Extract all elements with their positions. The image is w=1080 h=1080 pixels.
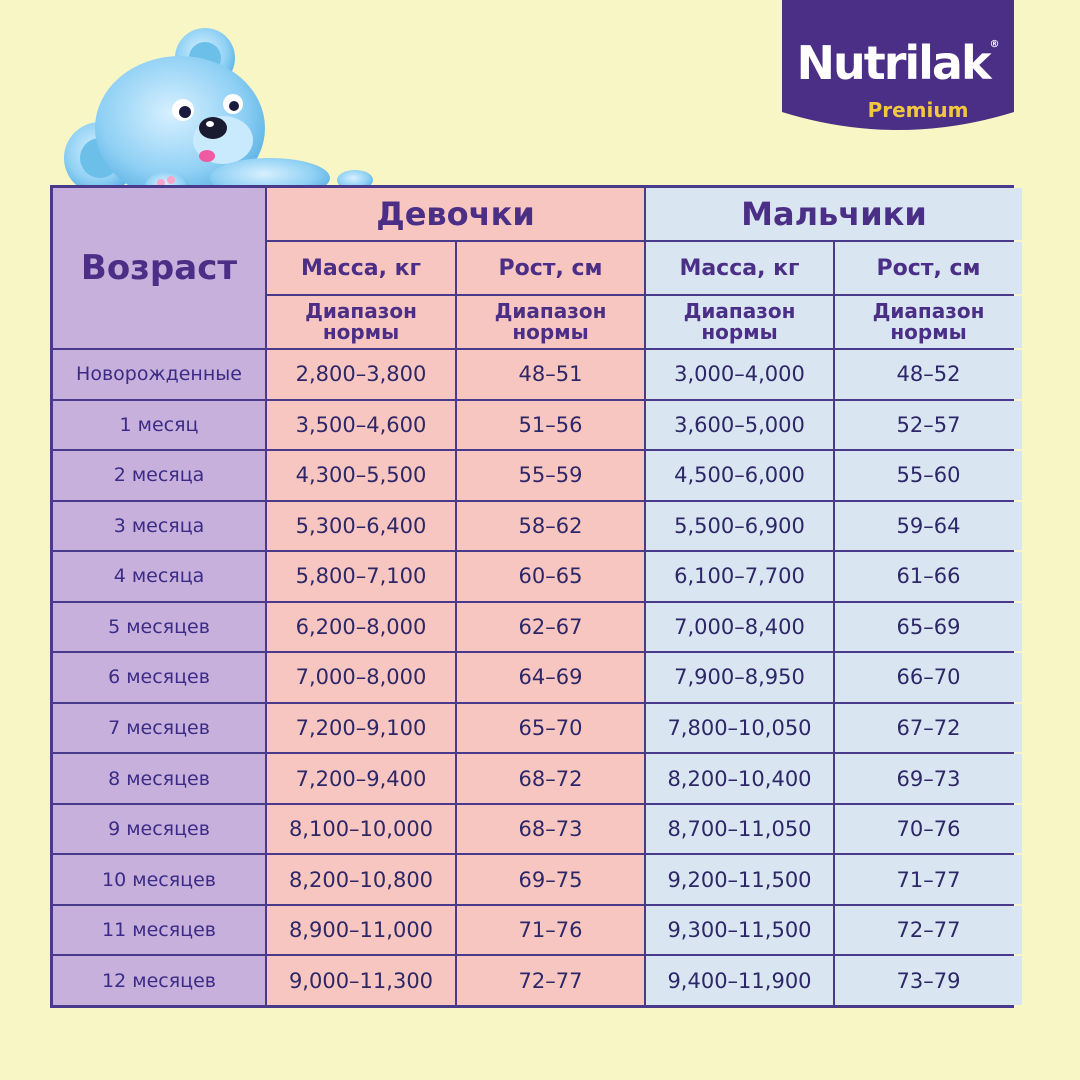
girls-mass-cell: 4,300–5,500 [267, 451, 455, 500]
boys-height-cell: 61–66 [835, 552, 1022, 601]
boys-height-range-label: Диапазон нормы [835, 296, 1022, 348]
boys-mass-cell: 3,600–5,000 [646, 401, 833, 450]
boys-mass-cell: 8,700–11,050 [646, 805, 833, 854]
girls-mass-cell: 7,000–8,000 [267, 653, 455, 702]
age-cell: 3 месяца [53, 502, 265, 551]
boys-height-cell: 65–69 [835, 603, 1022, 652]
girls-height-cell: 68–72 [457, 754, 644, 803]
boys-height-cell: 59–64 [835, 502, 1022, 551]
brand-logo [782, 0, 1014, 130]
girls-mass-cell: 7,200–9,400 [267, 754, 455, 803]
girls-height-header: Рост, см [457, 242, 644, 294]
girls-height-cell: 68–73 [457, 805, 644, 854]
girls-height-cell: 62–67 [457, 603, 644, 652]
boys-mass-cell: 7,800–10,050 [646, 704, 833, 753]
girls-mass-cell: 3,500–4,600 [267, 401, 455, 450]
logo-sub-text: Premium [867, 98, 969, 122]
boys-mass-cell: 9,400–11,900 [646, 956, 833, 1005]
girls-mass-cell: 7,200–9,100 [267, 704, 455, 753]
boys-mass-cell: 9,300–11,500 [646, 906, 833, 955]
girls-height-cell: 58–62 [457, 502, 644, 551]
girls-mass-cell: 5,300–6,400 [267, 502, 455, 551]
girls-height-cell: 71–76 [457, 906, 644, 955]
girls-height-cell: 60–65 [457, 552, 644, 601]
age-cell: 8 месяцев [53, 754, 265, 803]
girls-mass-range-label: Диапазон нормы [267, 296, 455, 348]
girls-mass-cell: 9,000–11,300 [267, 956, 455, 1005]
girls-mass-cell: 5,800–7,100 [267, 552, 455, 601]
girls-mass-header: Масса, кг [267, 242, 455, 294]
boys-mass-cell: 8,200–10,400 [646, 754, 833, 803]
girls-header: Девочки [267, 188, 644, 240]
girls-mass-cell: 8,200–10,800 [267, 855, 455, 904]
age-cell: Новорожденные [53, 350, 265, 399]
boys-height-cell: 67–72 [835, 704, 1022, 753]
boys-mass-cell: 7,000–8,400 [646, 603, 833, 652]
boys-height-cell: 55–60 [835, 451, 1022, 500]
logo-brand-text: Nutrilak [796, 36, 990, 90]
girls-height-cell: 64–69 [457, 653, 644, 702]
boys-height-header: Рост, см [835, 242, 1022, 294]
boys-mass-cell: 4,500–6,000 [646, 451, 833, 500]
bear-mascot-icon [55, 18, 385, 198]
girls-mass-cell: 6,200–8,000 [267, 603, 455, 652]
girls-height-cell: 72–77 [457, 956, 644, 1005]
boys-mass-cell: 3,000–4,000 [646, 350, 833, 399]
boys-mass-cell: 6,100–7,700 [646, 552, 833, 601]
age-cell: 2 месяца [53, 451, 265, 500]
boys-height-cell: 73–79 [835, 956, 1022, 1005]
boys-mass-cell: 7,900–8,950 [646, 653, 833, 702]
girls-mass-cell: 8,100–10,000 [267, 805, 455, 854]
boys-height-cell: 48–52 [835, 350, 1022, 399]
boys-height-cell: 66–70 [835, 653, 1022, 702]
boys-mass-cell: 9,200–11,500 [646, 855, 833, 904]
boys-height-cell: 70–76 [835, 805, 1022, 854]
age-cell: 10 месяцев [53, 855, 265, 904]
age-cell: 11 месяцев [53, 906, 265, 955]
boys-mass-header: Масса, кг [646, 242, 833, 294]
girls-height-cell: 55–59 [457, 451, 644, 500]
girls-height-cell: 51–56 [457, 401, 644, 450]
girls-height-cell: 48–51 [457, 350, 644, 399]
boys-height-cell: 72–77 [835, 906, 1022, 955]
growth-norms-table [50, 185, 1014, 1008]
age-cell: 6 месяцев [53, 653, 265, 702]
girls-height-cell: 65–70 [457, 704, 644, 753]
boys-header: Мальчики [646, 188, 1022, 240]
age-cell: 7 месяцев [53, 704, 265, 753]
girls-mass-cell: 2,800–3,800 [267, 350, 455, 399]
girls-height-range-label: Диапазон нормы [457, 296, 644, 348]
boys-height-cell: 52–57 [835, 401, 1022, 450]
registered-mark: ® [989, 39, 1000, 50]
girls-mass-cell: 8,900–11,000 [267, 906, 455, 955]
age-cell: 9 месяцев [53, 805, 265, 854]
age-cell: 5 месяцев [53, 603, 265, 652]
age-cell: 12 месяцев [53, 956, 265, 1005]
girls-height-cell: 69–75 [457, 855, 644, 904]
boys-height-cell: 69–73 [835, 754, 1022, 803]
age-cell: 1 месяц [53, 401, 265, 450]
age-cell: 4 месяца [53, 552, 265, 601]
boys-mass-cell: 5,500–6,900 [646, 502, 833, 551]
boys-height-cell: 71–77 [835, 855, 1022, 904]
age-header: Возраст [53, 188, 265, 348]
boys-mass-range-label: Диапазон нормы [646, 296, 833, 348]
